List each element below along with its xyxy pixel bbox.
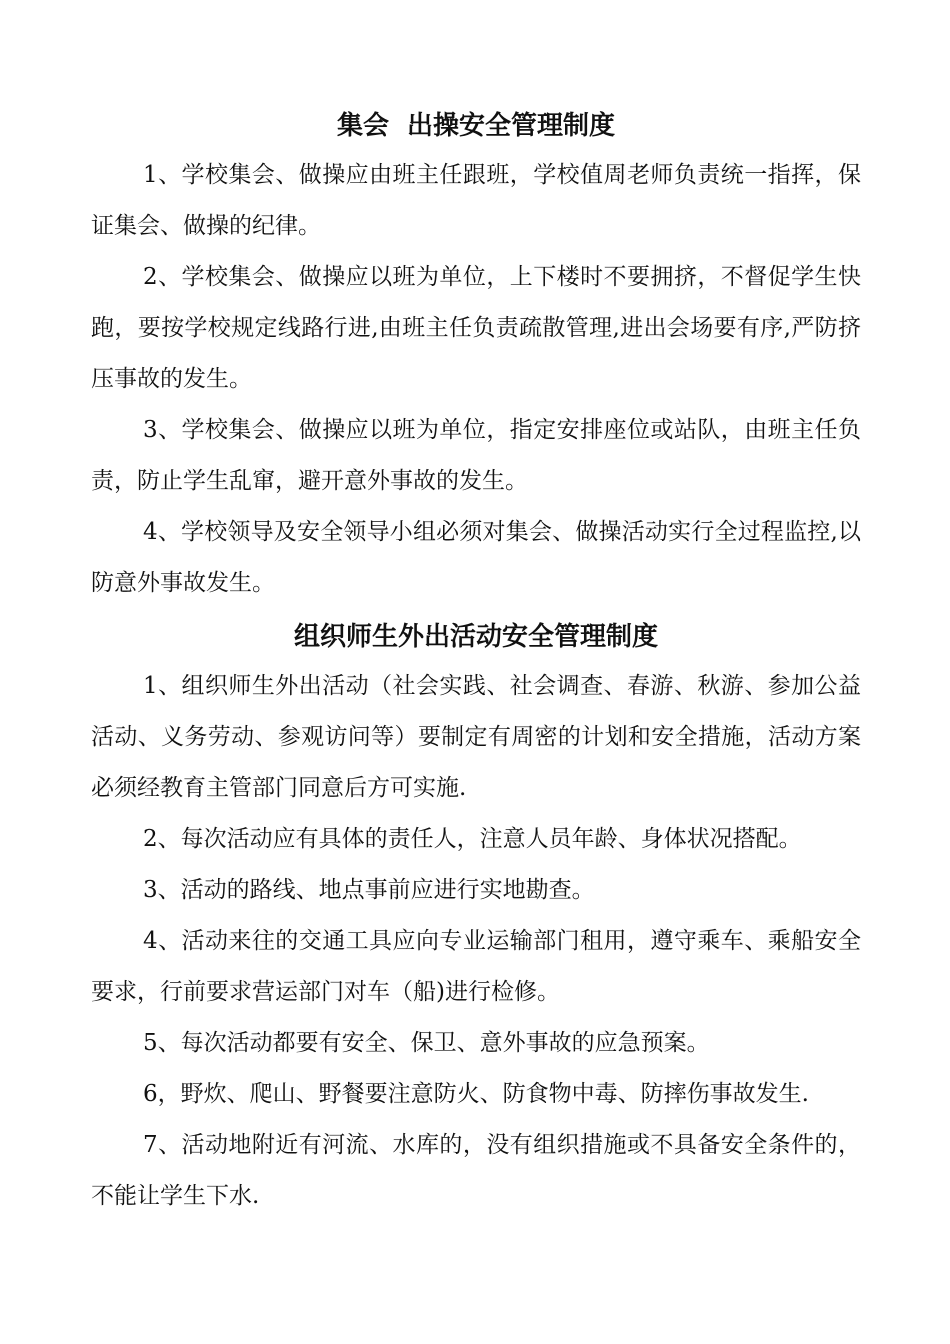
section-outing-safety	[91, 613, 861, 1222]
rule-paragraph: 2、每次活动应有具体的责任人，注意人员年龄、身体状况搭配。	[143, 826, 802, 852]
rule-paragraph: 3、学校集会、做操应以班为单位，指定安排座位或站队，由班主任负责，防止学生乱窜，避开意外事故的发生。	[91, 417, 861, 494]
section-title: 集会 出操安全管理制度	[336, 111, 616, 141]
rule-paragraph: 4、活动来往的交通工具应向专业运输部门租用，遵守乘车、乘船安全要求，行前要求营运部门对车（船)进行检修。	[91, 928, 861, 1005]
section-assembly-safety	[91, 102, 861, 609]
rule-paragraph: 1、组织师生外出活动（社会实践、社会调查、春游、秋游、参加公益活动、义务劳动、参观访问等）要制定有周密的计划和安全措施，活动方案必须经教育主管部门同意后方可实施.	[91, 673, 861, 801]
rule-paragraph: 2、学校集会、做操应以班为单位，上下楼时不要拥挤，不督促学生快跑，要按学校规定线路行进,由班主任负责疏散管理,进出会场要有序,严防挤压事故的发生。	[91, 264, 861, 392]
rule-paragraph: 4、学校领导及安全领导小组必须对集会、做操活动实行全过程监控,以防意外事故发生。	[91, 519, 861, 596]
section-title: 组织师生外出活动安全管理制度	[293, 622, 658, 652]
rule-paragraph: 3、活动的路线、地点事前应进行实地勘查。	[143, 877, 595, 903]
rule-paragraph: 5、每次活动都要有安全、保卫、意外事故的应急预案。	[143, 1030, 710, 1056]
document-page	[91, 102, 861, 1222]
rule-paragraph: 6，野炊、爬山、野餐要注意防火、防食物中毒、防摔伤事故发生.	[143, 1081, 809, 1107]
rule-paragraph: 7、活动地附近有河流、水库的，没有组织措施或不具备安全条件的，不能让学生下水.	[91, 1132, 861, 1209]
rule-paragraph: 1、学校集会、做操应由班主任跟班，学校值周老师负责统一指挥，保证集会、做操的纪律。	[91, 162, 861, 239]
